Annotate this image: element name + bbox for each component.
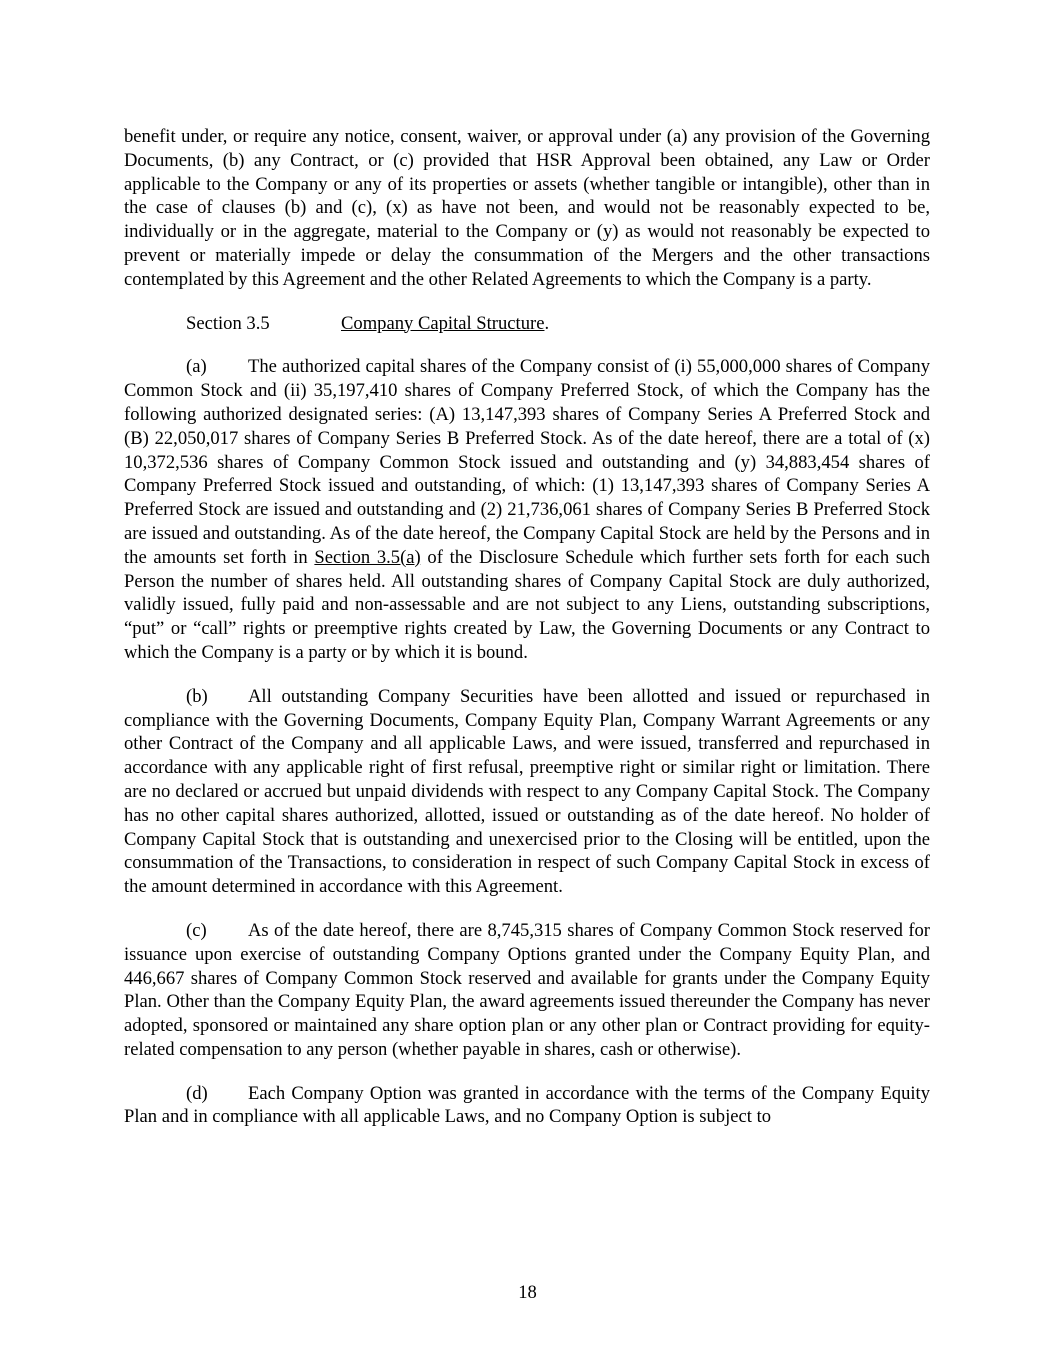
- section-title: Company Capital Structure: [341, 312, 545, 334]
- paragraph-a-text-2: of the Disclosure Schedule which further sets forth for each such Person the number of shares held. All outstanding shares of Company Capital Stock are duly authorized, validly issued, fully paid and non-assessable and are not subject to any Liens, outstanding subscriptions, “put” or “call” rights or preemptive rights created by Law, the Governing Documents or any Contract to which the Company is a party or by which it is bound.: [124, 546, 930, 663]
- disclosure-schedule-reference: Section 3.5(a): [314, 546, 421, 568]
- paragraph-d-text: Each Company Option was granted in accordance with the terms of the Company Equity Plan and in compliance with all applicable Laws, and no Company Option is subject to: [124, 1082, 930, 1128]
- section-heading: [124, 312, 930, 336]
- paragraph-a-text-1: The authorized capital shares of the Company consist of (i) 55,000,000 shares of Company Common Stock and (ii) 35,197,410 shares of Company Preferred Stock, of which the Company has the following authorized designated series: (A) 13,147,393 shares of Company Series A Preferred Stock and (B) 22,050,017 shares of Company Series B Preferred Stock. As of the date hereof, there are a total of (x) 10,372,536 shares of Company Common Stock issued and outstanding and (y) 34,883,454 shares of Company Preferred Stock issued and outstanding, of which: (1) 13,147,393 shares of Company Series A Preferred Stock are issued and outstanding and (2) 21,736,061 shares of Company Series B Preferred Stock are issued and outstanding. As of the date hereof, the Company Capital Stock are held by the Persons and in the amounts set forth in: [124, 356, 930, 568]
- paragraph-d-label: (d): [186, 1082, 208, 1104]
- page-number: 18: [518, 1282, 537, 1303]
- document-page: [124, 125, 930, 1149]
- section-number: Section 3.5: [186, 312, 270, 334]
- paragraph-b: [124, 685, 930, 899]
- paragraph-d: [124, 1082, 930, 1130]
- paragraph-c-text: As of the date hereof, there are 8,745,315 shares of Company Common Stock reserved for issuance upon exercise of outstanding Company Options granted under the Company Equity Plan, and 446,667 shares of Company Common Stock reserved and available for grants under the Company Equity Plan. Other than the Company Equity Plan, the award agreements issued thereunder the Company has never adopted, sponsored or maintained any share option plan or any other plan or Contract providing for equity-related compensation to any person (whether payable in shares, cash or otherwise).: [124, 919, 930, 1060]
- paragraph-a-label: (a): [186, 356, 207, 378]
- section-title-punctuation: .: [544, 312, 550, 334]
- continuation-paragraph: benefit under, or require any notice, consent, waiver, or approval under (a) any provision of the Governing Documents, (b) any Contract, or (c) provided that HSR Approval been obtained, any Law or Order applicable to the Company or any of its properties or assets (whether tangible or intangible), other than in the case of clauses (b) and (c), (x) as have not been, and would not be reasonably expected to be, individually or in the aggregate, material to the Company or (y) as would not reasonably be expected to prevent or materially impede or delay the consummation of the Mergers and the other transactions contemplated by this Agreement and the other Related Agreements to which the Company is a party.: [124, 126, 930, 290]
- paragraph-b-label: (b): [186, 685, 208, 707]
- paragraph-a: [124, 355, 930, 664]
- paragraph-b-text: All outstanding Company Securities have been allotted and issued or repurchased in compliance with the Governing Documents, Company Equity Plan, Company Warrant Agreements or any other Contract of the Company and all applicable Laws, and were issued, transferred and repurchased in accordance with any applicable right of first refusal, preemptive right or similar right or limitation. There are no declared or accrued but unpaid dividends with respect to any Company Capital Stock. The Company has no other capital shares authorized, allotted, issued or outstanding as of the date hereof. No holder of Company Capital Stock that is outstanding and unexercised prior to the Closing will be entitled, upon the consummation of the Transactions, to consideration in respect of such Company Capital Stock in excess of the amount determined in accordance with this Agreement.: [124, 685, 930, 898]
- paragraph-c-label: (c): [186, 919, 207, 941]
- paragraph-c: [124, 919, 930, 1062]
